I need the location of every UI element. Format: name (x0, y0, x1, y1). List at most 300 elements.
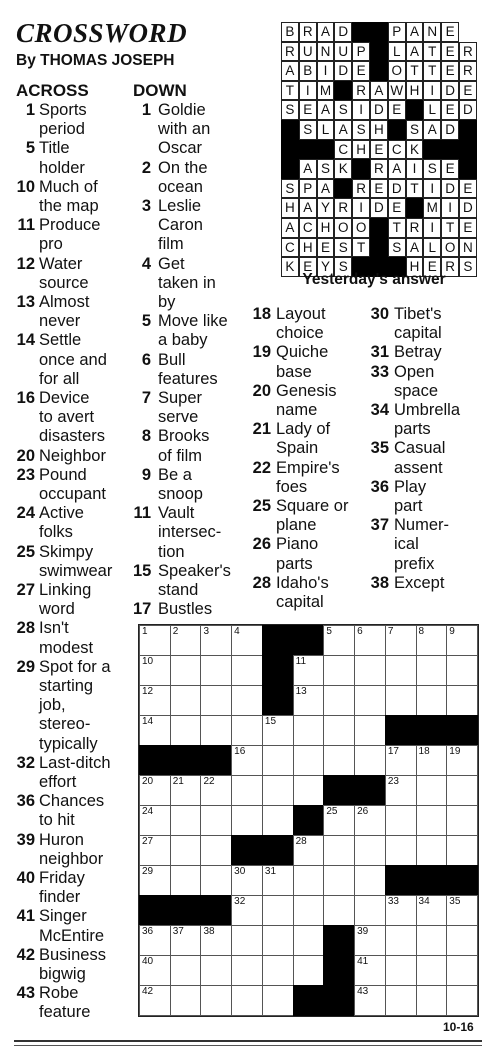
clue-text: Quiche (276, 343, 329, 362)
grid-cell[interactable] (170, 775, 202, 806)
yesterday-answer-label: Yesterday's answer (302, 271, 446, 288)
grid-cell[interactable] (293, 925, 325, 956)
clue-number: 28 (252, 573, 271, 592)
clue-number: 34 (370, 401, 389, 419)
clue-text: Pound (39, 465, 87, 484)
grid-cell[interactable] (385, 895, 417, 926)
grid-cell[interactable] (293, 835, 325, 866)
answer-cell: H (370, 120, 388, 140)
answer-cell: A (299, 198, 317, 218)
answer-cell: K (281, 257, 299, 277)
clue-item (14, 581, 134, 619)
grid-cell[interactable] (262, 895, 294, 926)
clue-text: Play (394, 477, 427, 496)
clue-text: disasters (39, 427, 106, 446)
answer-cell: R (459, 42, 477, 62)
answer-cell: T (281, 81, 299, 101)
grid-cell[interactable] (200, 805, 232, 836)
grid-cell[interactable] (170, 715, 202, 746)
answer-cell: T (406, 61, 424, 81)
clue-text: Isn't (39, 619, 69, 638)
clue-item (14, 389, 134, 447)
clue-text: parts (394, 420, 431, 439)
clue-number: 11 (17, 216, 35, 235)
grid-cell[interactable] (385, 625, 417, 656)
answer-cell: C (388, 140, 406, 160)
clue-item (367, 401, 487, 439)
clue-item (14, 543, 134, 581)
grid-cell[interactable] (385, 655, 417, 686)
grid-cell[interactable] (139, 985, 171, 1016)
grid-cell[interactable] (385, 745, 417, 776)
grid-cell[interactable] (231, 985, 263, 1016)
answer-cell: A (406, 42, 424, 62)
answer-cell: D (334, 61, 352, 81)
clue-number: 31 (370, 343, 389, 362)
grid-cell[interactable] (354, 895, 386, 926)
clue-number: 12 (16, 254, 35, 273)
clue-number: 7 (141, 389, 151, 407)
answer-cell: E (423, 257, 441, 277)
clue-text: Chances (39, 792, 105, 811)
grid-cell-number: 16 (234, 746, 246, 757)
grid-cell-number: 34 (418, 896, 430, 907)
grid-cell-number: 25 (326, 806, 338, 817)
answer-cell: E (459, 218, 477, 238)
clue-item (249, 305, 369, 343)
clue-text: Tibet's (394, 305, 442, 323)
clue-text: folks (39, 523, 73, 542)
grid-cell[interactable] (170, 925, 202, 956)
clue-number: 14 (16, 331, 35, 350)
answer-cell: D (441, 120, 459, 140)
grid-cell[interactable] (385, 805, 417, 836)
grid-cell[interactable] (446, 925, 478, 956)
grid-cell[interactable] (231, 685, 263, 716)
clue-item (133, 159, 253, 197)
grid-cell[interactable] (323, 715, 355, 746)
grid-cell[interactable] (200, 625, 232, 656)
grid-cell[interactable] (446, 685, 478, 716)
clue-number: 1 (25, 101, 35, 119)
answer-cell: E (441, 42, 459, 62)
grid-cell[interactable] (231, 865, 263, 896)
grid-cell[interactable] (262, 775, 294, 806)
grid-cell[interactable] (293, 745, 325, 776)
answer-cell: T (423, 61, 441, 81)
grid-cell-number: 27 (142, 836, 154, 847)
grid-cell[interactable] (385, 835, 417, 866)
clue-item (133, 600, 253, 619)
grid-cell[interactable] (323, 685, 355, 716)
answer-cell: E (299, 257, 317, 277)
grid-cell[interactable] (446, 775, 478, 806)
grid-cell[interactable] (200, 865, 232, 896)
grid-cell[interactable] (385, 685, 417, 716)
grid-cell[interactable] (139, 655, 171, 686)
grid-cell-number: 9 (449, 626, 455, 637)
clue-text: Business (39, 945, 106, 964)
grid-cell-number: 4 (234, 626, 240, 637)
grid-cell[interactable] (354, 745, 386, 776)
grid-cell[interactable] (231, 745, 263, 776)
answer-cell: P (352, 42, 370, 62)
answer-cell: D (388, 179, 406, 199)
answer-block (406, 198, 424, 218)
clue-text: Brooks (158, 427, 210, 446)
grid-cell[interactable] (416, 685, 448, 716)
grid-cell[interactable] (139, 805, 171, 836)
grid-cell[interactable] (416, 985, 448, 1016)
grid-block (323, 775, 355, 806)
grid-cell[interactable] (231, 775, 263, 806)
answer-cell: I (352, 100, 370, 120)
grid-cell[interactable] (262, 715, 294, 746)
answer-block (459, 120, 477, 140)
answer-cell: S (388, 238, 406, 258)
puzzle-grid[interactable] (138, 624, 479, 1017)
grid-block (385, 865, 417, 896)
grid-cell[interactable] (446, 985, 478, 1016)
answer-block (459, 159, 477, 179)
clue-number: 42 (16, 945, 35, 964)
answer-cell: S (281, 179, 299, 199)
answer-cell: E (441, 61, 459, 81)
grid-cell[interactable] (354, 655, 386, 686)
answer-block (334, 179, 352, 199)
clue-number: 9 (141, 465, 151, 484)
clue-number: 20 (252, 381, 271, 400)
grid-cell[interactable] (262, 745, 294, 776)
grid-block (293, 805, 325, 836)
clue-text: Genesis (276, 381, 337, 400)
clue-item (367, 439, 487, 477)
grid-cell[interactable] (416, 835, 448, 866)
answer-cell: R (370, 159, 388, 179)
grid-cell[interactable] (416, 655, 448, 686)
answer-cell: E (299, 100, 317, 120)
grid-cell[interactable] (293, 895, 325, 926)
grid-cell[interactable] (385, 985, 417, 1016)
grid-cell[interactable] (354, 955, 386, 986)
clue-text: Oscar (158, 139, 203, 158)
grid-cell[interactable] (231, 895, 263, 926)
grid-cell[interactable] (385, 925, 417, 956)
clue-text: Last-ditch (39, 753, 111, 772)
answer-cell: D (459, 100, 477, 120)
grid-cell-number: 19 (449, 746, 461, 757)
answer-cell: Y (317, 198, 335, 218)
grid-cell-number: 11 (295, 656, 307, 667)
clue-text: the map (39, 196, 99, 215)
answer-cell: K (406, 140, 424, 160)
grid-cell[interactable] (170, 625, 202, 656)
answer-cell: R (299, 22, 317, 42)
grid-cell[interactable] (446, 895, 478, 926)
clue-number: 4 (141, 254, 151, 273)
grid-cell[interactable] (354, 715, 386, 746)
grid-cell-number: 22 (203, 776, 215, 787)
grid-cell[interactable] (323, 745, 355, 776)
grid-cell[interactable] (416, 745, 448, 776)
grid-cell-number: 40 (142, 956, 154, 967)
grid-block (416, 715, 448, 746)
answer-cell: S (281, 100, 299, 120)
grid-cell[interactable] (323, 895, 355, 926)
grid-cell[interactable] (170, 685, 202, 716)
grid-cell[interactable] (446, 805, 478, 836)
grid-cell[interactable] (139, 835, 171, 866)
answer-block (334, 81, 352, 101)
clue-item (14, 504, 134, 542)
clue-text: never (39, 312, 81, 331)
grid-cell[interactable] (446, 955, 478, 986)
grid-cell[interactable] (354, 925, 386, 956)
answer-cell: S (334, 238, 352, 258)
grid-cell[interactable] (416, 805, 448, 836)
grid-cell[interactable] (354, 835, 386, 866)
grid-cell-number: 8 (418, 626, 425, 637)
grid-cell[interactable] (139, 685, 171, 716)
clue-text: space (394, 381, 439, 400)
clue-number: 1 (141, 101, 151, 119)
grid-cell[interactable] (231, 925, 263, 956)
answer-cell: O (388, 61, 406, 81)
answer-cell: D (370, 198, 388, 218)
grid-cell[interactable] (354, 625, 386, 656)
grid-cell[interactable] (200, 775, 232, 806)
clue-item (14, 869, 134, 907)
answer-cell: I (352, 198, 370, 218)
clue-text: swimwear (39, 561, 113, 580)
answer-cell: O (334, 218, 352, 238)
clue-item (14, 984, 134, 1022)
grid-block (293, 985, 325, 1016)
grid-cell[interactable] (293, 775, 325, 806)
grid-cell-number: 28 (295, 836, 307, 847)
clue-text: feature (39, 1003, 91, 1022)
grid-cell[interactable] (293, 655, 325, 686)
grid-cell[interactable] (139, 775, 171, 806)
grid-cell-number: 15 (264, 716, 277, 727)
clue-text: Move like (158, 312, 228, 331)
clue-text: neighbor (39, 849, 104, 868)
grid-cell[interactable] (200, 955, 232, 986)
grid-cell[interactable] (139, 625, 171, 656)
grid-cell-number: 43 (357, 986, 369, 997)
answer-cell: M (423, 198, 441, 218)
grid-cell[interactable] (323, 805, 355, 836)
answer-cell: E (370, 179, 388, 199)
answer-cell: A (388, 159, 406, 179)
answer-cell: A (317, 179, 335, 199)
answer-block (388, 120, 406, 140)
grid-cell[interactable] (262, 955, 294, 986)
grid-cell[interactable] (139, 715, 171, 746)
grid-cell[interactable] (170, 985, 202, 1016)
grid-cell-number: 35 (449, 896, 461, 907)
answer-cell: A (406, 22, 424, 42)
clue-text: bigwig (39, 964, 86, 983)
grid-block (231, 835, 263, 866)
clue-item (14, 792, 134, 830)
clue-text: part (394, 496, 423, 515)
grid-cell[interactable] (446, 655, 478, 686)
grid-cell[interactable] (293, 685, 325, 716)
answer-cell: R (352, 81, 370, 101)
grid-cell[interactable] (200, 715, 232, 746)
grid-cell[interactable] (385, 955, 417, 986)
grid-cell[interactable] (200, 655, 232, 686)
grid-cell[interactable] (323, 835, 355, 866)
grid-cell[interactable] (139, 955, 171, 986)
clue-number: 10 (16, 177, 35, 196)
grid-cell[interactable] (231, 625, 263, 656)
grid-cell[interactable] (385, 775, 417, 806)
grid-cell[interactable] (293, 865, 325, 896)
clue-item (14, 754, 134, 792)
answer-cell: D (441, 179, 459, 199)
answer-cell: S (459, 257, 477, 277)
grid-cell[interactable] (323, 865, 355, 896)
clue-item (14, 466, 134, 504)
clue-number: 3 (141, 197, 151, 215)
answer-cell: L (317, 120, 335, 140)
grid-cell[interactable] (231, 655, 263, 686)
grid-cell[interactable] (170, 955, 202, 986)
grid-cell[interactable] (231, 715, 263, 746)
clue-text: ical (394, 535, 419, 554)
grid-cell[interactable] (416, 775, 448, 806)
clue-text: name (276, 400, 318, 419)
grid-block (293, 625, 325, 656)
grid-cell[interactable] (354, 865, 386, 896)
grid-block (262, 835, 294, 866)
answer-cell: S (299, 120, 317, 140)
grid-cell[interactable] (170, 865, 202, 896)
grid-cell[interactable] (170, 805, 202, 836)
grid-cell[interactable] (170, 655, 202, 686)
grid-block (354, 775, 386, 806)
answer-cell: A (370, 81, 388, 101)
grid-cell[interactable] (323, 625, 355, 656)
grid-cell[interactable] (200, 925, 232, 956)
answer-cell: P (388, 22, 406, 42)
grid-block (385, 715, 417, 746)
clue-text: finder (39, 888, 81, 907)
clue-text: Singer (39, 907, 87, 926)
grid-cell[interactable] (446, 625, 478, 656)
answer-block (352, 159, 370, 179)
clue-item (14, 101, 134, 139)
answer-cell: T (441, 218, 459, 238)
grid-cell[interactable] (354, 985, 386, 1016)
clue-text: with an (158, 120, 211, 139)
answer-cell: S (352, 120, 370, 140)
grid-cell[interactable] (446, 745, 478, 776)
answer-cell: E (441, 159, 459, 179)
clue-text: Vault (158, 504, 195, 523)
grid-cell-number: 37 (172, 926, 184, 937)
grid-cell[interactable] (416, 625, 448, 656)
answer-cell: E (388, 198, 406, 218)
grid-cell[interactable] (200, 685, 232, 716)
answer-cell: L (388, 42, 406, 62)
grid-cell-number: 39 (357, 926, 369, 937)
answer-block (459, 140, 477, 160)
grid-cell[interactable] (262, 805, 294, 836)
clue-number: 20 (16, 446, 35, 465)
grid-cell[interactable] (354, 685, 386, 716)
grid-cell[interactable] (262, 925, 294, 956)
clue-text: capital (276, 592, 324, 611)
clue-text: snoop (158, 484, 203, 503)
answer-block (281, 159, 299, 179)
answer-cell: D (370, 100, 388, 120)
grid-cell[interactable] (446, 835, 478, 866)
answer-block (406, 100, 424, 120)
grid-cell[interactable] (231, 955, 263, 986)
clue-text: Get (158, 254, 185, 273)
grid-block (262, 655, 294, 686)
grid-cell-number: 23 (387, 776, 399, 787)
grid-cell[interactable] (416, 955, 448, 986)
grid-cell[interactable] (200, 835, 232, 866)
clue-number: 18 (252, 305, 271, 323)
grid-cell[interactable] (262, 865, 294, 896)
grid-cell[interactable] (200, 985, 232, 1016)
answer-cell: D (441, 81, 459, 101)
answer-cell: A (334, 120, 352, 140)
answer-block (370, 61, 388, 81)
grid-cell[interactable] (354, 805, 386, 836)
grid-cell[interactable] (416, 925, 448, 956)
grid-cell-number: 17 (387, 746, 399, 757)
grid-cell[interactable] (170, 835, 202, 866)
grid-block (139, 895, 171, 926)
answer-block (281, 120, 299, 140)
grid-cell[interactable] (139, 865, 171, 896)
grid-cell[interactable] (323, 655, 355, 686)
grid-cell[interactable] (262, 985, 294, 1016)
answer-cell: A (423, 120, 441, 140)
clue-text: Casual (394, 439, 446, 458)
clue-text: Super (158, 389, 203, 407)
clue-number: 26 (252, 535, 271, 554)
grid-cell[interactable] (139, 925, 171, 956)
clue-number: 2 (141, 158, 151, 177)
clue-number: 8 (141, 427, 151, 446)
clue-number: 28 (16, 619, 35, 638)
clue-text: Spot for a (39, 657, 111, 676)
grid-cell-number: 26 (357, 806, 369, 817)
clue-item (14, 831, 134, 869)
clue-text: Lady of (276, 420, 331, 439)
puzzle-title: CROSSWORD (16, 18, 188, 48)
clue-number: 21 (252, 420, 271, 439)
answer-cell: N (423, 22, 441, 42)
answer-cell: I (423, 218, 441, 238)
clue-number: 25 (16, 542, 35, 561)
grid-cell[interactable] (293, 715, 325, 746)
grid-cell[interactable] (293, 955, 325, 986)
clue-text: pro (39, 235, 63, 254)
grid-cell-number: 36 (142, 926, 154, 937)
grid-cell[interactable] (416, 895, 448, 926)
clue-item (367, 478, 487, 516)
clue-text: occupant (39, 484, 106, 503)
grid-cell[interactable] (231, 805, 263, 836)
